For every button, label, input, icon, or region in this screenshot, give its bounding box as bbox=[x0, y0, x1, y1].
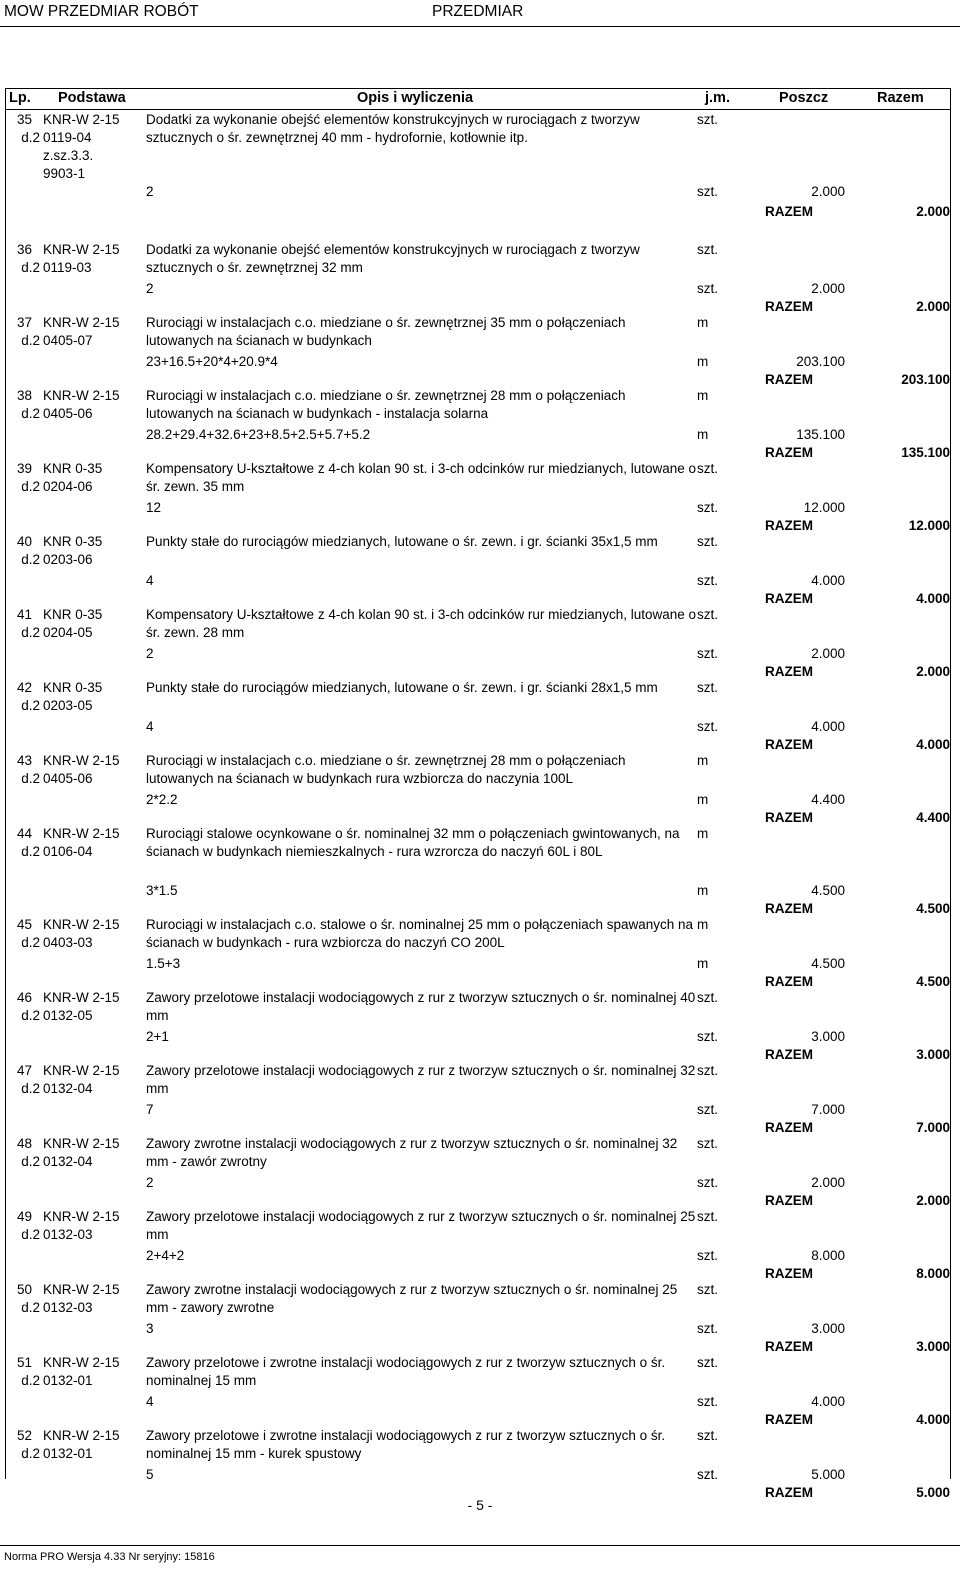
row-total-label: RAZEM bbox=[765, 737, 813, 752]
row-total-value: 4.000 bbox=[916, 737, 950, 752]
source-code: KNR-W 2-15 bbox=[43, 1063, 120, 1078]
source-d2: d.2 bbox=[21, 1446, 40, 1461]
row-unit: szt. bbox=[697, 1282, 719, 1297]
page-number: - 5 - bbox=[467, 1497, 493, 1513]
row-total-label: RAZEM bbox=[765, 1485, 813, 1500]
row-partial-value: 2.000 bbox=[811, 281, 845, 296]
row-description: Punkty stałe do rurociągów miedzianych, lutowane o śr. zewn. i gr. ścianki 28x1,5 mm bbox=[146, 680, 658, 695]
row-description: Zawory zwrotne instalacji wodociągowych z rur z tworzyw sztucznych o śr. nominalnej 25 mm - zawory zwrotne bbox=[146, 1282, 678, 1315]
row-unit: szt. bbox=[697, 461, 719, 476]
row-unit: szt. bbox=[697, 1428, 719, 1443]
row-calculation: 2 bbox=[146, 646, 154, 661]
row-description: Dodatki za wykonanie obejść elementów konstrukcyjnych w rurociągach z tworzyw sztucznych o śr. zewnętrznej 40 mm - hydrofornie, kotłownie itp. bbox=[146, 112, 640, 145]
row-total-value: 203.100 bbox=[901, 372, 950, 387]
row-partial-value: 4.400 bbox=[811, 792, 845, 807]
row-description: Zawory przelotowe instalacji wodociągowych z rur z tworzyw sztucznych o śr. nominalnej 25 mm bbox=[146, 1209, 696, 1242]
row-number: 48 bbox=[16, 1136, 32, 1151]
table-header-row bbox=[5, 88, 951, 110]
source-item: 0203-05 bbox=[43, 698, 93, 713]
row-partial-value: 2.000 bbox=[811, 184, 845, 199]
source-d2: d.2 bbox=[21, 771, 40, 786]
source-item: 0405-06 bbox=[43, 406, 93, 421]
source-d2: d.2 bbox=[21, 406, 40, 421]
source-d2: d.2 bbox=[21, 479, 40, 494]
estimate-table bbox=[5, 88, 951, 1499]
source-d2: d.2 bbox=[21, 130, 40, 145]
row-description: Punkty stałe do rurociągów miedzianych, lutowane o śr. zewn. i gr. ścianki 35x1,5 mm bbox=[146, 534, 658, 549]
row-unit: m bbox=[697, 753, 709, 768]
source-d2: d.2 bbox=[21, 625, 40, 640]
source-d2: d.2 bbox=[21, 698, 40, 713]
column-header-poszcz: Poszcz bbox=[779, 90, 829, 106]
source-item: 0132-03 bbox=[43, 1300, 93, 1315]
row-calculation: 2+1 bbox=[146, 1029, 169, 1044]
row-calculation: 2+4+2 bbox=[146, 1248, 185, 1263]
row-total-label: RAZEM bbox=[765, 1412, 813, 1427]
table-row bbox=[5, 532, 951, 605]
row-calc-unit: szt. bbox=[697, 1248, 719, 1263]
row-number: 47 bbox=[16, 1063, 32, 1078]
row-calc-unit: szt. bbox=[697, 281, 719, 296]
row-calc-unit: m bbox=[697, 427, 709, 442]
row-total-value: 4.000 bbox=[916, 591, 950, 606]
row-calculation: 4 bbox=[146, 573, 154, 588]
source-d2: d.2 bbox=[21, 333, 40, 348]
source-code: KNR 0-35 bbox=[43, 680, 103, 695]
row-calculation: 5 bbox=[146, 1467, 154, 1482]
row-total-label: RAZEM bbox=[765, 518, 813, 533]
row-total-label: RAZEM bbox=[765, 204, 813, 219]
source-code: KNR-W 2-15 bbox=[43, 1209, 120, 1224]
row-calc-unit: szt. bbox=[697, 1029, 719, 1044]
row-calculation: 4 bbox=[146, 719, 154, 734]
row-calc-unit: szt. bbox=[697, 719, 719, 734]
row-total-value: 12.000 bbox=[908, 518, 950, 533]
row-number: 40 bbox=[16, 534, 32, 549]
row-total-label: RAZEM bbox=[765, 664, 813, 679]
source-item: 0132-01 bbox=[43, 1446, 93, 1461]
row-description: Rurociągi w instalacjach c.o. miedziane o śr. zewnętrznej 35 mm o połączeniach lutowanych na ścianach w budynkach bbox=[146, 315, 626, 348]
row-number: 43 bbox=[16, 753, 32, 768]
table-row bbox=[5, 110, 951, 240]
row-calculation: 7 bbox=[146, 1102, 154, 1117]
row-calculation: 2*2.2 bbox=[146, 792, 178, 807]
row-calc-unit: szt. bbox=[697, 1175, 719, 1190]
table-row bbox=[5, 605, 951, 678]
source-code: KNR-W 2-15 bbox=[43, 388, 120, 403]
row-calc-unit: szt. bbox=[697, 500, 719, 515]
row-total-label: RAZEM bbox=[765, 901, 813, 916]
row-total-value: 5.000 bbox=[916, 1485, 950, 1500]
table-row bbox=[5, 1353, 951, 1426]
row-calc-unit: szt. bbox=[697, 573, 719, 588]
row-total-value: 3.000 bbox=[916, 1339, 950, 1354]
table-row bbox=[5, 1134, 951, 1207]
row-total-value: 2.000 bbox=[916, 664, 950, 679]
row-total-value: 4.500 bbox=[916, 901, 950, 916]
footer-text: Norma PRO Wersja 4.33 Nr seryjny: 15816 bbox=[4, 1551, 215, 1563]
row-calc-unit: m bbox=[697, 354, 709, 369]
row-total-value: 4.500 bbox=[916, 974, 950, 989]
row-unit: szt. bbox=[697, 680, 719, 695]
row-number: 38 bbox=[16, 388, 32, 403]
row-calculation: 3 bbox=[146, 1321, 154, 1336]
table-row bbox=[5, 459, 951, 532]
row-partial-value: 2.000 bbox=[811, 646, 845, 661]
row-description: Zawory przelotowe i zwrotne instalacji wodociągowych z rur z tworzyw sztucznych o śr. nominalnej 15 mm bbox=[146, 1355, 666, 1388]
row-calc-unit: m bbox=[697, 792, 709, 807]
row-number: 35 bbox=[16, 112, 32, 127]
row-total-label: RAZEM bbox=[765, 445, 813, 460]
source-code: KNR 0-35 bbox=[43, 461, 103, 476]
row-description: Zawory przelotowe i zwrotne instalacji wodociągowych z rur z tworzyw sztucznych o śr. nominalnej 15 mm - kurek spustowy bbox=[146, 1428, 666, 1461]
row-calculation: 12 bbox=[146, 500, 162, 515]
row-number: 50 bbox=[16, 1282, 32, 1297]
row-total-label: RAZEM bbox=[765, 1266, 813, 1281]
source-code: KNR-W 2-15 bbox=[43, 990, 120, 1005]
source-item: 0119-03 bbox=[43, 260, 92, 275]
row-description: Zawory zwrotne instalacji wodociągowych z rur z tworzyw sztucznych o śr. nominalnej 32 mm - zawór zwrotny bbox=[146, 1136, 678, 1169]
table-row bbox=[5, 1061, 951, 1134]
table-row bbox=[5, 915, 951, 988]
row-partial-value: 135.100 bbox=[796, 427, 845, 442]
row-calc-unit: szt. bbox=[697, 1467, 719, 1482]
row-total-label: RAZEM bbox=[765, 810, 813, 825]
source-item: 0403-03 bbox=[43, 935, 93, 950]
row-total-label: RAZEM bbox=[765, 299, 813, 314]
footer-divider bbox=[0, 1545, 960, 1546]
row-unit: m bbox=[697, 917, 709, 932]
source-d2: d.2 bbox=[21, 935, 40, 950]
row-description: Kompensatory U-kształtowe z 4-ch kolan 90 st. i 3-ch odcinków rur miedzianych, lutowane o śr. zewn. 28 mm bbox=[146, 607, 696, 640]
row-total-value: 4.400 bbox=[916, 810, 950, 825]
source-code: KNR-W 2-15 bbox=[43, 242, 120, 257]
row-total-value: 2.000 bbox=[916, 204, 950, 219]
table-row bbox=[5, 1207, 951, 1280]
row-unit: m bbox=[697, 826, 709, 841]
row-partial-value: 8.000 bbox=[811, 1248, 845, 1263]
source-extra: z.sz.3.3. 9903-1 bbox=[43, 148, 94, 181]
row-total-label: RAZEM bbox=[765, 1193, 813, 1208]
row-unit: szt. bbox=[697, 1136, 719, 1151]
row-partial-value: 5.000 bbox=[811, 1467, 845, 1482]
row-unit: szt. bbox=[697, 112, 719, 127]
row-unit: szt. bbox=[697, 1063, 719, 1078]
row-calc-unit: szt. bbox=[697, 1102, 719, 1117]
row-calculation: 2 bbox=[146, 281, 154, 296]
row-total-value: 3.000 bbox=[916, 1047, 950, 1062]
row-calculation: 28.2+29.4+32.6+23+8.5+2.5+5.7+5.2 bbox=[146, 427, 371, 442]
row-unit: szt. bbox=[697, 607, 719, 622]
row-calculation: 3*1.5 bbox=[146, 883, 178, 898]
source-code: KNR-W 2-15 bbox=[43, 826, 120, 841]
table-row bbox=[5, 824, 951, 915]
row-description: Rurociągi w instalacjach c.o. miedziane o śr. zewnętrznej 28 mm o połączeniach lutowanych na ścianach w budynkach rura wzbiorcza do naczynia 100L bbox=[146, 753, 626, 786]
row-calc-unit: szt. bbox=[697, 184, 719, 199]
row-unit: szt. bbox=[697, 990, 719, 1005]
table-row bbox=[5, 1280, 951, 1353]
row-calculation: 1.5+3 bbox=[146, 956, 181, 971]
row-partial-value: 4.000 bbox=[811, 573, 845, 588]
table-row bbox=[5, 386, 951, 459]
row-calculation: 4 bbox=[146, 1394, 154, 1409]
source-code: KNR-W 2-15 bbox=[43, 1355, 120, 1370]
row-total-value: 8.000 bbox=[916, 1266, 950, 1281]
source-d2: d.2 bbox=[21, 1081, 40, 1096]
row-partial-value: 2.000 bbox=[811, 1175, 845, 1190]
source-item: 0203-06 bbox=[43, 552, 93, 567]
row-number: 44 bbox=[16, 826, 32, 841]
row-partial-value: 4.500 bbox=[811, 883, 845, 898]
source-item: 0106-04 bbox=[43, 844, 93, 859]
row-total-value: 2.000 bbox=[916, 1193, 950, 1208]
row-total-label: RAZEM bbox=[765, 1339, 813, 1354]
row-calc-unit: szt. bbox=[697, 646, 719, 661]
row-total-label: RAZEM bbox=[765, 1047, 813, 1062]
table-row bbox=[5, 988, 951, 1061]
source-code: KNR-W 2-15 bbox=[43, 1282, 120, 1297]
row-calculation: 23+16.5+20*4+20.9*4 bbox=[146, 354, 278, 369]
row-total-value: 135.100 bbox=[901, 445, 950, 460]
row-unit: szt. bbox=[697, 1355, 719, 1370]
source-code: KNR 0-35 bbox=[43, 534, 103, 549]
row-partial-value: 7.000 bbox=[811, 1102, 845, 1117]
row-number: 41 bbox=[16, 607, 32, 622]
row-partial-value: 12.000 bbox=[803, 500, 845, 515]
row-description: Rurociągi w instalacjach c.o. miedziane o śr. zewnętrznej 28 mm o połączeniach lutowanych na ścianach w budynkach - instalacja solarna bbox=[146, 388, 626, 421]
source-item: 0132-04 bbox=[43, 1154, 93, 1169]
row-partial-value: 3.000 bbox=[811, 1321, 845, 1336]
row-partial-value: 4.000 bbox=[811, 719, 845, 734]
row-description: Zawory przelotowe instalacji wodociągowych z rur z tworzyw sztucznych o śr. nominalnej 32 mm bbox=[146, 1063, 696, 1096]
column-header-jm: j.m. bbox=[705, 90, 730, 106]
source-d2: d.2 bbox=[21, 260, 40, 275]
row-calc-unit: m bbox=[697, 883, 709, 898]
row-number: 37 bbox=[16, 315, 32, 330]
row-partial-value: 3.000 bbox=[811, 1029, 845, 1044]
header-divider bbox=[0, 26, 960, 27]
source-code: KNR 0-35 bbox=[43, 607, 103, 622]
row-description: Zawory przelotowe instalacji wodociągowych z rur z tworzyw sztucznych o śr. nominalnej 40 mm bbox=[146, 990, 696, 1023]
row-total-label: RAZEM bbox=[765, 372, 813, 387]
row-number: 52 bbox=[16, 1428, 32, 1443]
source-item: 0119-04 bbox=[43, 130, 92, 145]
source-item: 0204-05 bbox=[43, 625, 93, 640]
row-unit: szt. bbox=[697, 1209, 719, 1224]
table-row bbox=[5, 1426, 951, 1499]
table-row bbox=[5, 751, 951, 824]
table-row bbox=[5, 678, 951, 751]
source-d2: d.2 bbox=[21, 552, 40, 567]
document-header-title: PRZEDMIAR bbox=[432, 3, 524, 20]
document-header-left: MOW PRZEDMIAR ROBÓT bbox=[4, 3, 199, 20]
row-number: 46 bbox=[16, 990, 32, 1005]
row-calc-unit: szt. bbox=[697, 1394, 719, 1409]
source-item: 0132-05 bbox=[43, 1008, 93, 1023]
row-total-label: RAZEM bbox=[765, 1120, 813, 1135]
source-code: KNR-W 2-15 bbox=[43, 315, 120, 330]
table-body bbox=[5, 110, 951, 1499]
row-calc-unit: m bbox=[697, 956, 709, 971]
row-number: 51 bbox=[16, 1355, 32, 1370]
column-header-razem: Razem bbox=[877, 90, 924, 106]
row-number: 39 bbox=[16, 461, 32, 476]
row-number: 45 bbox=[16, 917, 32, 932]
row-number: 49 bbox=[16, 1209, 32, 1224]
row-total-label: RAZEM bbox=[765, 591, 813, 606]
row-unit: m bbox=[697, 315, 709, 330]
source-item: 0405-07 bbox=[43, 333, 93, 348]
row-number: 36 bbox=[16, 242, 32, 257]
row-total-value: 4.000 bbox=[916, 1412, 950, 1427]
source-d2: d.2 bbox=[21, 1154, 40, 1169]
source-code: KNR-W 2-15 bbox=[43, 917, 120, 932]
source-item: 0132-04 bbox=[43, 1081, 93, 1096]
table-row bbox=[5, 313, 951, 386]
row-calc-unit: szt. bbox=[697, 1321, 719, 1336]
source-code: KNR-W 2-15 bbox=[43, 1136, 120, 1151]
row-unit: szt. bbox=[697, 242, 719, 257]
source-d2: d.2 bbox=[21, 1227, 40, 1242]
row-total-value: 2.000 bbox=[916, 299, 950, 314]
row-description: Dodatki za wykonanie obejść elementów konstrukcyjnych w rurociągach z tworzyw sztucznych o śr. zewnętrznej 32 mm bbox=[146, 242, 640, 275]
source-code: KNR-W 2-15 bbox=[43, 753, 120, 768]
source-code: KNR-W 2-15 bbox=[43, 112, 120, 127]
row-number: 42 bbox=[16, 680, 32, 695]
row-partial-value: 4.000 bbox=[811, 1394, 845, 1409]
row-description: Rurociągi w instalacjach c.o. stalowe o śr. nominalnej 25 mm o połączeniach spawanych na ścianach w budynkach - rura wzbiorcza do naczyń CO 200L bbox=[146, 917, 694, 950]
source-code: KNR-W 2-15 bbox=[43, 1428, 120, 1443]
row-total-value: 7.000 bbox=[916, 1120, 950, 1135]
row-description: Rurociągi stalowe ocynkowane o śr. nominalnej 32 mm o połączeniach gwintowanych, na ścianach w budynkach niemieszkalnych - rura wzrorcza do naczyń 60L i 80L bbox=[146, 826, 680, 859]
row-calculation: 2 bbox=[146, 184, 154, 199]
source-item: 0405-06 bbox=[43, 771, 93, 786]
row-description: Kompensatory U-kształtowe z 4-ch kolan 90 st. i 3-ch odcinków rur miedzianych, lutowane o śr. zewn. 35 mm bbox=[146, 461, 696, 494]
column-header-lp: Lp. bbox=[9, 90, 31, 106]
row-partial-value: 4.500 bbox=[811, 956, 845, 971]
source-item: 0132-01 bbox=[43, 1373, 93, 1388]
source-item: 0204-06 bbox=[43, 479, 93, 494]
row-calculation: 2 bbox=[146, 1175, 154, 1190]
row-unit: szt. bbox=[697, 534, 719, 549]
source-item: 0132-03 bbox=[43, 1227, 93, 1242]
column-header-opis: Opis i wyliczenia bbox=[357, 90, 474, 106]
row-partial-value: 203.100 bbox=[796, 354, 845, 369]
source-d2: d.2 bbox=[21, 1008, 40, 1023]
source-d2: d.2 bbox=[21, 844, 40, 859]
source-d2: d.2 bbox=[21, 1300, 40, 1315]
column-header-podstawa: Podstawa bbox=[58, 90, 126, 106]
row-total-label: RAZEM bbox=[765, 974, 813, 989]
row-unit: m bbox=[697, 388, 709, 403]
source-d2: d.2 bbox=[21, 1373, 40, 1388]
table-row bbox=[5, 240, 951, 313]
